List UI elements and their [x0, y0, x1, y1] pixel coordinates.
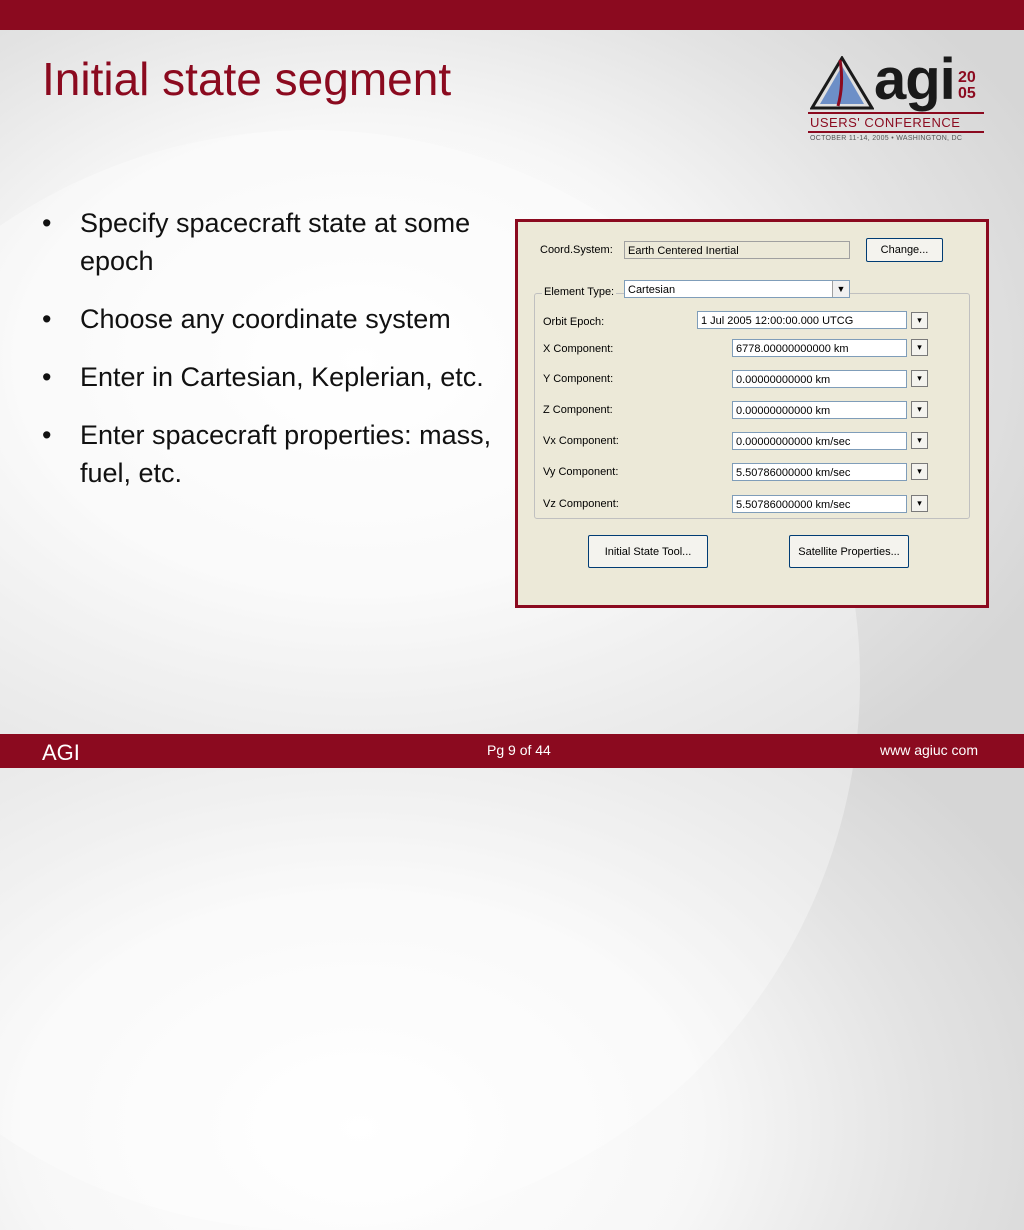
triangle-logo-icon [810, 56, 874, 110]
initial-state-tool-button[interactable]: Initial State Tool... [588, 535, 708, 568]
orbit-epoch-field[interactable]: 1 Jul 2005 12:00:00.000 UTCG [697, 311, 907, 329]
page-number: Pg 9 of 44 [487, 742, 551, 758]
bullet-item: • Enter spacecraft properties: mass, fuel, etc. [42, 420, 492, 488]
value-picker-icon[interactable]: ▾ [911, 495, 928, 512]
vy-component-label: Vy Component: [543, 466, 619, 478]
chevron-down-icon[interactable]: ▼ [832, 280, 849, 298]
change-button[interactable]: Change... [866, 238, 943, 262]
vz-component-field[interactable]: 5.50786000000 km/sec [732, 495, 907, 513]
vz-component-label: Vz Component: [543, 498, 619, 510]
z-component-label: Z Component: [543, 404, 613, 416]
value-picker-icon[interactable]: ▾ [911, 339, 928, 356]
initial-state-dialog [515, 219, 989, 608]
x-component-field[interactable]: 6778.00000000000 km [732, 339, 907, 357]
coord-system-label: Coord.System: [540, 244, 613, 256]
footer-bar [0, 734, 1024, 768]
logo-divider [808, 112, 984, 114]
logo-divider [808, 131, 984, 133]
coord-system-field: Earth Centered Inertial [624, 241, 850, 259]
footer-brand: AGI [42, 740, 80, 765]
value-picker-icon[interactable]: ▾ [911, 463, 928, 480]
element-type-label: Element Type: [544, 286, 615, 298]
bullet-item: • Specify spacecraft state at some epoch [42, 208, 471, 276]
value-picker-icon[interactable]: ▾ [911, 432, 928, 449]
value-picker-icon[interactable]: ▾ [911, 312, 928, 329]
x-component-label: X Component: [543, 343, 614, 355]
logo-year-bottom: 05 [958, 85, 976, 102]
orbit-epoch-label: Orbit Epoch: [543, 316, 605, 328]
footer-url: www agiuc com [879, 742, 978, 758]
satellite-properties-button[interactable]: Satellite Properties... [789, 535, 909, 568]
top-banner [0, 0, 1024, 30]
vx-component-label: Vx Component: [543, 435, 619, 447]
logo-wordmark: agi [874, 47, 955, 112]
z-component-field[interactable]: 0.00000000000 km [732, 401, 907, 419]
logo-date-text: OCTOBER 11-14, 2005 • WASHINGTON, DC [810, 135, 963, 142]
element-type-select[interactable] [624, 280, 850, 298]
bullet-text: Enter spacecraft properties: mass, fuel, etc. [80, 420, 492, 488]
logo-conference-text: USERS' CONFERENCE [810, 115, 961, 130]
bullet-item: • Choose any coordinate system [42, 304, 451, 334]
logo-year [958, 70, 976, 102]
vy-component-field[interactable]: 5.50786000000 km/sec [732, 463, 907, 481]
value-picker-icon[interactable]: ▾ [911, 370, 928, 387]
vx-component-field[interactable]: 0.00000000000 km/sec [732, 432, 907, 450]
bullet-text: Enter in Cartesian, Keplerian, etc. [80, 362, 484, 392]
y-component-field[interactable]: 0.00000000000 km [732, 370, 907, 388]
logo-year-top: 20 [958, 69, 976, 86]
agi-conference-logo [808, 47, 984, 148]
bullet-list [42, 204, 492, 512]
bullet-item: • Enter in Cartesian, Keplerian, etc. [42, 362, 484, 392]
value-picker-icon[interactable]: ▾ [911, 401, 928, 418]
bullet-text: Specify spacecraft state at some epoch [80, 208, 471, 276]
y-component-label: Y Component: [543, 373, 614, 385]
slide-title: Initial state segment [42, 53, 452, 105]
bullet-text: Choose any coordinate system [80, 304, 451, 334]
element-type-value: Cartesian [628, 284, 676, 296]
